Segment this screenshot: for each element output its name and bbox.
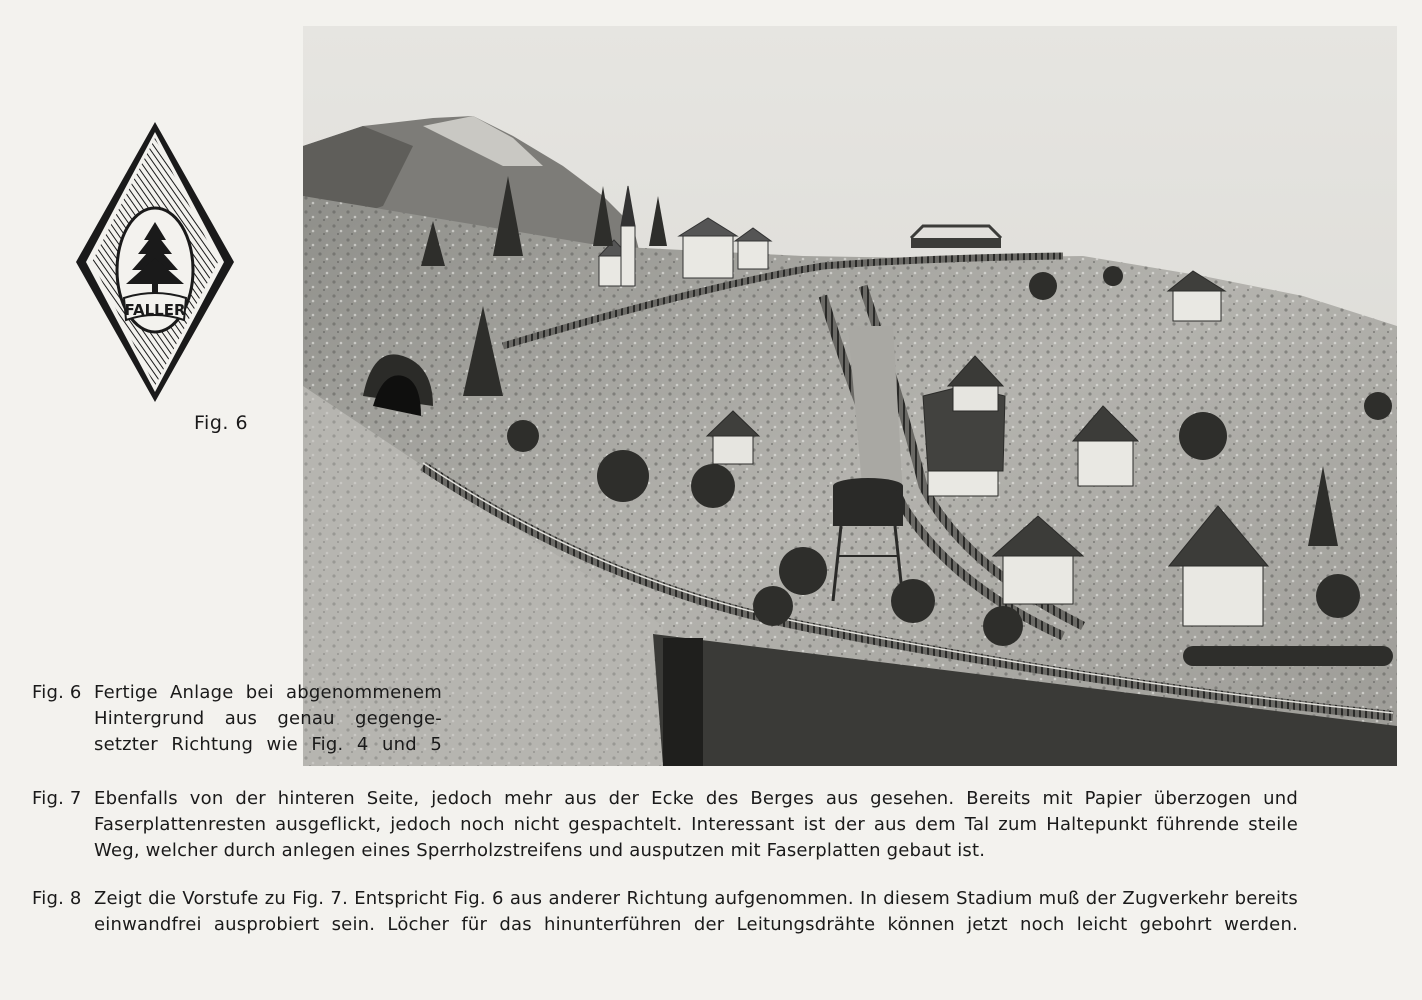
caption-fig-8	[32, 886, 1298, 938]
faller-logo	[74, 120, 236, 404]
caption-number: Fig. 7	[32, 788, 82, 809]
caption-fig-7	[32, 786, 1298, 864]
caption-fig-6	[32, 680, 442, 758]
caption-text: Ebenfalls von der hinteren Seite, jedoch mehr aus der Ecke des Berges aus gesehen. Bereits mit Papier überzogen und Faserplattenresten ausgeflickt, jedoch noch nicht gespachtelt. Interessant ist der aus dem Tal zum Haltepunkt führende steile Weg, welcher durch anlegen eines Sperrholzstreifens und ausputzen mit Faserplatten gebaut ist.	[94, 788, 1298, 861]
logo-brand-text: FALLER	[124, 301, 186, 319]
caption-number: Fig. 6	[32, 682, 82, 703]
caption-number: Fig. 8	[32, 888, 82, 909]
faller-diamond-icon	[74, 120, 236, 404]
caption-text: Zeigt die Vorstufe zu Fig. 7. Entspricht Fig. 6 aus anderer Richtung aufgenommen. In diesem Stadium muß der Zugverkehr bereits einwandfrei ausprobiert sein. Löcher für das hinunterführen der Leitungsdrähte können jetzt noch leicht gebohrt werden.	[94, 888, 1298, 935]
model-railway-photo	[303, 26, 1397, 766]
model-railway-photo-icon	[303, 26, 1397, 766]
logo-figure-label: Fig. 6	[194, 412, 249, 434]
caption-text: Fertige Anlage bei abgenommenem Hintergrund aus genau gegenge-setzter Richtung wie Fig. 4 und 5	[94, 682, 442, 755]
